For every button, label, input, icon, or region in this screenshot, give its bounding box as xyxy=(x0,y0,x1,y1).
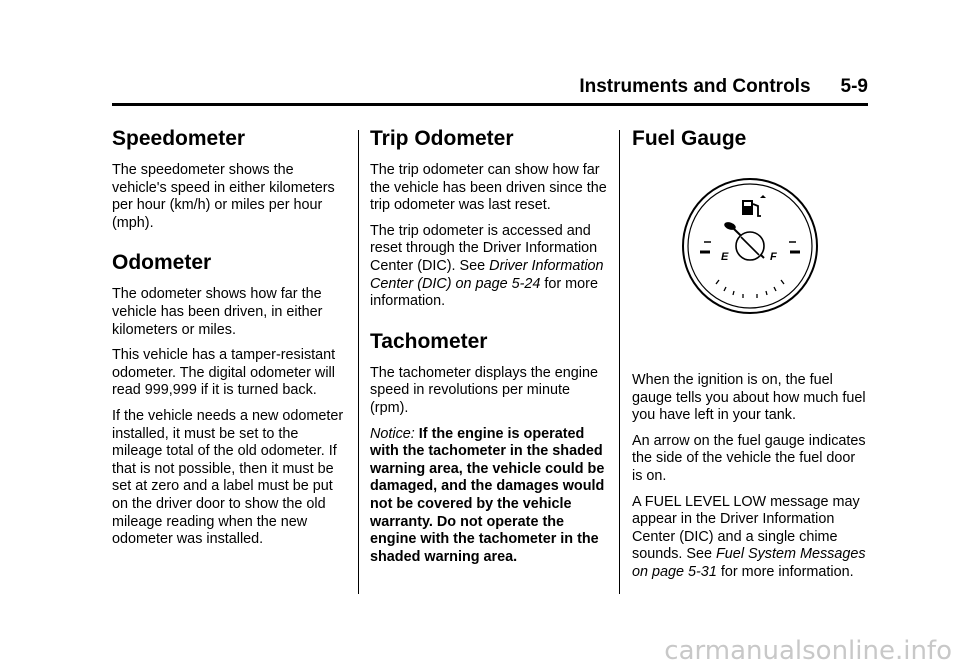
watermark: carmanualsonline.info xyxy=(664,636,952,666)
fuel-text-3 xyxy=(632,494,868,582)
tachometer-heading: Tachometer xyxy=(370,329,488,353)
fuel-gauge-heading: Fuel Gauge xyxy=(632,127,747,150)
odometer-text-2: This vehicle has a tamper-resistant odometer. The digital odometer will read 999,999 if it is turned back. xyxy=(112,347,336,399)
column-left xyxy=(112,126,348,557)
trip-text-2 xyxy=(370,223,608,311)
column-right xyxy=(632,126,868,590)
tach-text: The tachometer displays the engine speed in revolutions per minute (rpm). xyxy=(370,364,598,416)
odometer-text-3: If the vehicle needs a new odometer installed, it must be set to the mileage total of the old odometer. If that is not possible, then it must be set at zero and a label must be put on the driver door to show the old mileage reading when the new odometer was installed. xyxy=(112,407,344,548)
column-divider-1 xyxy=(358,130,359,594)
fuel-text-3-body: A FUEL LEVEL LOW message may appear in the Driver Information Center (DIC) and a single chime sounds. See xyxy=(632,493,860,563)
notice-label: Notice: xyxy=(370,425,415,442)
gauge-f-label: F xyxy=(770,251,777,263)
section-title: Instruments and Controls xyxy=(579,76,811,97)
notice-text: If the engine is operated with the tachometer in the shaded warning area, the vehicle could be damaged, and the damages would not be covered by the vehicle warranty. Do not operate the engine with the tachometer in the shaded warning area. xyxy=(370,425,605,565)
speedometer-heading: Speedometer xyxy=(112,127,246,150)
column-middle xyxy=(370,126,608,574)
fuel-text-3-tail: for more information. xyxy=(716,563,854,580)
odometer-heading: Odometer xyxy=(112,251,212,275)
fuel-text-2: An arrow on the fuel gauge indicates the side of the vehicle the fuel door is on. xyxy=(632,432,866,484)
page-number: 5-9 xyxy=(840,76,868,97)
fuel-gauge-icon xyxy=(680,176,820,316)
trip-odometer-heading: Trip Odometer xyxy=(370,127,514,150)
dic-reference-link[interactable]: Driver Information Center (DIC) on page 5-24 xyxy=(370,257,604,292)
speedometer-text: The speedometer shows the vehicle's speed in either kilometers per hour (km/h) or miles per hour (mph). xyxy=(112,162,335,231)
fuel-text-1: When the ignition is on, the fuel gauge tells you about how much fuel you have left in your tank. xyxy=(632,372,866,424)
page-header xyxy=(112,76,868,106)
header-rule xyxy=(112,103,868,106)
trip-text-2-body: The trip odometer is accessed and reset through the Driver Information Center (DIC). See xyxy=(370,222,598,274)
gauge-e-label: E xyxy=(721,251,729,263)
column-divider-2 xyxy=(619,130,620,594)
fuel-messages-reference-link[interactable]: Fuel System Messages on page 5-31 xyxy=(632,546,866,580)
fuel-gauge-illustration xyxy=(632,166,868,342)
trip-text-1: The trip odometer can show how far the vehicle has been driven since the trip odometer was last reset. xyxy=(370,162,607,214)
tach-notice xyxy=(370,426,608,567)
odometer-text-1: The odometer shows how far the vehicle has been driven, in either kilometers or miles. xyxy=(112,286,323,338)
trip-text-2-tail: for more information. xyxy=(370,275,598,310)
